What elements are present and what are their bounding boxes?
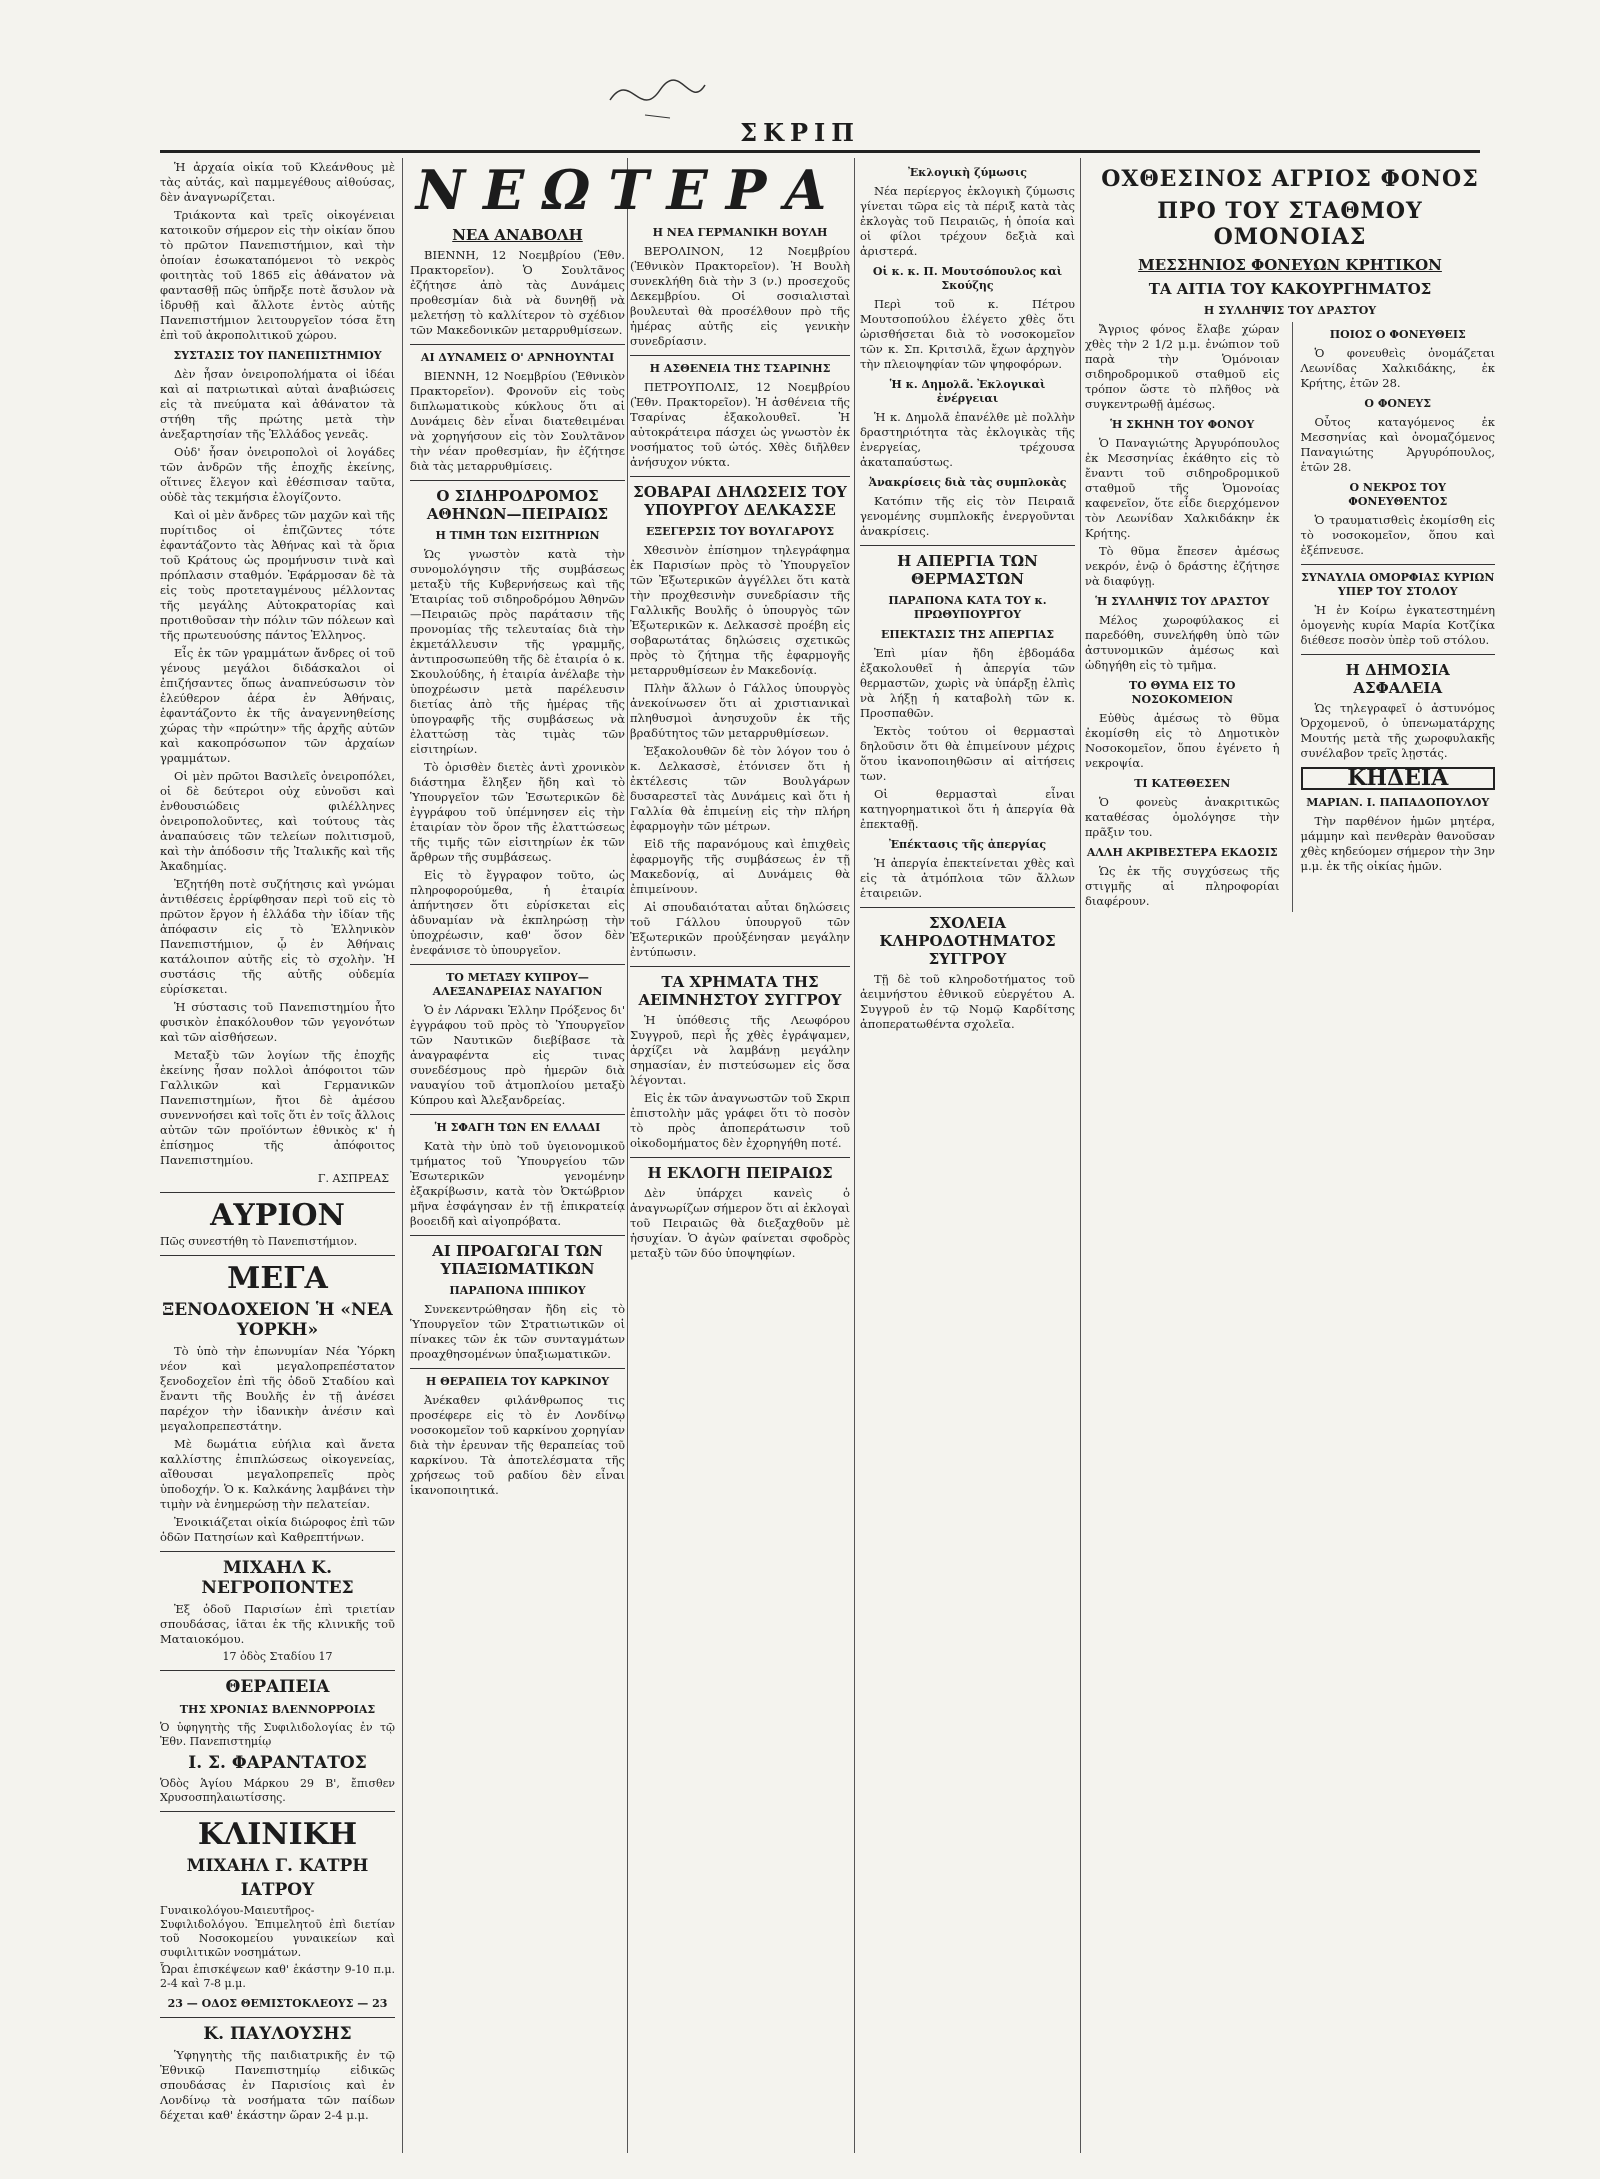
- article-text: Χθεσινὸν ἐπίσημον τηλεγράφημα ἐκ Παρισίων πρὸς τὸ Ὑπουργεῖον τῶν Ἐξωτερικῶν ἀγγέλλει ὅτι κατὰ τὴν προχθεσινὴν συνεδρίασιν τῆς Γαλλικῆς Βουλῆς ὁ ὑπουργὸς τῶν Ἐξωτερικῶν κ. Δελκασσὲ προέβη εἰς σοβαρωτάτας δηλώσεις σχετικῶς πρὸς τὸ ζήτημα τῆς ἐφαρμογῆς μεταρρυθμίσεων ἐν Μακεδονίᾳ.: [630, 543, 850, 677]
- divider: [1301, 654, 1496, 655]
- article-text: Εἰς τὸ ἔγγραφον τοῦτο, ὡς πληροφορούμεθα, ἡ ἑταιρία ἀπήντησεν ὅτι εὑρίσκεται εἰς ἀδυναμίαν νὰ ἐκπληρώσῃ τὴν ὑποχρέωσιν, καθ' ὅσον δὲν ἐνεφάνισε τὸ ὑπουργεῖον.: [410, 868, 625, 957]
- column-1: [160, 160, 395, 2150]
- article-text: Ὡς τηλεγραφεῖ ὁ ἀστυνόμος Ὀρχομενοῦ, ὁ ὑπενωματάρχης Μουτής μετὰ τῆς χωροφυλακῆς συνέλαβον τρεῖς λῃστάς.: [1300, 701, 1495, 760]
- article-text: Οὗτος καταγόμενος ἐκ Μεσσηνίας καὶ ὀνομαζόμενος Παναγιώτης Ἀργυρόπουλος, ἐτῶν 28.: [1300, 415, 1495, 474]
- ad-role: ΙΑΤΡΟΥ: [240, 1880, 315, 1900]
- ad-title: ΜΕΓΑ: [227, 1261, 328, 1296]
- funeral-name: ΜΑΡΙΑΝ. Ι. ΠΑΠΑΔΟΠΟΥΛΟΥ: [1306, 796, 1490, 809]
- ad-subtitle: ΤΗΣ ΧΡΟΝΙΑΣ ΒΛΕΝΝΟΡΡΟΙΑΣ: [179, 1703, 376, 1716]
- article-text: Ἀνέκαθεν φιλάνθρωπος τις προσέφερε εἰς τὸ ἐν Λονδίνῳ νοσοκομεῖον τοῦ καρκίνου χορηγίαν διὰ τὴν ἐρευναν τῆς θεραπείας τοῦ καρκίνου. Τὰ ἀποτελέσματα τῆς χρήσεως τοῦ ραδίου δὲν εἶναι ἱκανοποιητικά.: [410, 1393, 625, 1497]
- section-heading: Η ΘΕΡΑΠΕΙΑ ΤΟΥ ΚΑΡΚΙΝΟΥ: [425, 1375, 610, 1388]
- article-text: Οὐδ' ἦσαν ὀνειροπολοὶ οἱ λογάδες τῶν ἀνδρῶν τῆς ἐποχῆς ἐκείνης, οἵτινες ἔλεγον καὶ ἐθέσπισαν ταῦτα, οὐδὲ τὰς τεκμήσια ἐλογίζοντο.: [160, 445, 395, 504]
- article-text: Οἱ θερμασταὶ εἶναι κατηγορηματικοὶ ὅτι ἡ ἀπεργία θὰ ἐπεκταθῇ.: [860, 787, 1075, 831]
- headline: ΠΡΟ ΤΟΥ ΣΤΑΘΜΟΥ ΟΜΟΝΟΙΑΣ: [1157, 198, 1423, 250]
- section-heading: Η ΔΗΜΟΣΙΑ ΑΣΦΑΛΕΙΑ: [1345, 661, 1450, 697]
- article-text: Ἐπὶ μίαν ἤδη ἑβδομάδα ἐξακολουθεῖ ἡ ἀπεργία τῶν θερμαστῶν, χωρὶς νὰ ὑπάρξῃ ἐλπὶς νὰ λήξῃ ἡ καταβολὴ τῶν κ. Προσπαθῶν.: [860, 646, 1075, 720]
- article-text: Ὁ τραυματισθεὶς ἐκομίσθη εἰς τὸ νοσοκομεῖον, ὅπου καὶ ἐξέπνευσε.: [1300, 513, 1495, 557]
- ad-text: Ἐνοικιάζεται οἰκία διώροφος ἐπὶ τῶν ὁδῶν Πατησίων καὶ Καθρεπτήνων.: [160, 1515, 395, 1544]
- section-heading: Η ΕΚΛΟΓΗ ΠΕΙΡΑΙΩΣ: [647, 1164, 833, 1182]
- article-text: Ὁ φονεὺς ἀνακριτικῶς καταθέσας ὁμολόγησε τὴν πρᾶξιν του.: [1085, 795, 1280, 839]
- author-signature: Γ. ΑΣΠΡΕΑΣ: [317, 1172, 389, 1185]
- section-heading: ΤΑ ΧΡΗΜΑΤΑ ΤΗΣ ΑΕΙΜΝΗΣΤΟΥ ΣΥΓΓΡΟΥ: [638, 973, 842, 1009]
- paper-name: ΣΚΡΙΠ: [740, 118, 860, 147]
- article-text: Ἐξακολουθῶν δὲ τὸν λόγον του ὁ κ. Δελκασσὲ, ἐτόνισεν ὅτι ἡ ἐκτέλεσις τῶν Βουλγάρων δυσαρεστεῖ τὰς Δυνάμεις καὶ ὅτι ἡ Γαλλία θὰ ἐπιμείνῃ εἰς τὴν πλήρη ἐφαρμογὴν τῶν μέτρων.: [630, 744, 850, 833]
- section-heading: Ἡ ΣΥΛΛΗΨΙΣ ΤΟΥ ΔΡΑΣΤΟΥ: [1095, 595, 1270, 608]
- masthead-rule: [160, 150, 1480, 153]
- section-heading: Ἐκλογικὴ ζύμωσις: [908, 166, 1027, 179]
- divider: [160, 2017, 395, 2018]
- two-column-block: [1085, 322, 1495, 912]
- article-text: Πλὴν ἄλλων ὁ Γάλλος ὑπουργὸς ἀνεκοίνωσεν ὅτι αἱ χριστιανικαὶ πληθυσμοὶ ἀνησυχοῦν ἐκ τῆς βραδύτητος τῶν μεταρρυθμίσεων.: [630, 681, 850, 740]
- article-text: Δὲν ὑπάρχει κανεὶς ὁ ἀναγνωρίζων σήμερον ὅτι αἱ ἐκλογαὶ τοῦ Πειραιῶς θὰ διεξαχθοῦν μὲ ἡσυχίαν. Ὁ ἀγὼν φαίνεται σφοδρὸς μεταξὺ τῶν δύο ὑποψηφίων.: [630, 1186, 850, 1260]
- section-subheading: ΕΞΕΓΕΡΣΙΣ ΤΟΥ ΒΟΥΛΓΑΡΟΥΣ: [645, 525, 835, 538]
- section-heading: ΤΟ ΘΥΜΑ ΕΙΣ ΤΟ ΝΟΣΟΚΟΜΕΙΟΝ: [1129, 679, 1236, 706]
- ad-text: Ὧραι ἐπισκέψεων καθ' ἑκάστην 9-10 π.μ. 2-4 καὶ 7-8 μ.μ.: [160, 1963, 395, 1990]
- section-masthead: ΝΕΩΤΕΡΑ: [415, 158, 845, 222]
- divider: [630, 355, 850, 356]
- section-heading: Ο ΦΟΝΕΥΣ: [1364, 397, 1432, 410]
- section-heading: Η ΑΠΕΡΓΙΑ ΤΩΝ ΘΕΡΜΑΣΤΩΝ: [897, 552, 1038, 588]
- article-text: Περὶ τοῦ κ. Πέτρου Μουτσοπούλου ἐλέγετο χθὲς ὅτι ὡρισθήσεται διὰ τὸ νοσοκομεῖον τῶν κ. Σπ. Κριτσιλᾶ, ἔχων ἀρχηγὸν τὴν πλειοψηφίαν τῶν ψηφοφόρων.: [860, 297, 1075, 371]
- ad-address: 23 — ΟΔΟΣ ΘΕΜΙΣΤΟΚΛΕΟΥΣ — 23: [167, 1997, 388, 2010]
- article-text: Νέα περίεργος ἐκλογικὴ ζύμωσις γίνεται τῶρα εἰς τὰ πέριξ κατὰ τὰς ἐκλογὰς τοῦ Πειραιῶς, ἡ ὁποία καὶ οἱ φίλοι τρέχουν δεξιὰ καὶ ἀριστερά.: [860, 184, 1075, 258]
- ad-text: Πῶς συνεστήθη τὸ Πανεπιστήμιον.: [160, 1235, 358, 1248]
- article-text: Ἡ σύστασις τοῦ Πανεπιστημίου ἦτο φυσικὸν ἐπακόλουθον τῶν γεγονότων καὶ τῶν αἰσθήσεων.: [160, 1000, 395, 1044]
- ad-text: Γυναικολόγου-Μαιευτῆρος-Συφιλιδολόγου. Ἐπιμελητοῦ ἐπὶ διετίαν τοῦ Νοσοκομείου γυναικείων καὶ συφιλιτικῶν νοσημάτων.: [160, 1904, 395, 1959]
- article-text: Εἷς ἐκ τῶν γραμμάτων ἄνδρες οἱ τοῦ γένους μεγάλοι διδάσκαλοι οἱ ἐπιζήσαντες ὅπως ἀναπνεύσωσιν τὸν ἐλεύθερον ἀέρα ἐν Ἀθήναις, ἐφαντάζοντο ἐκ τῆς ἀναγεννηθείσης χώρας τὴν «πρώτην» τῆς ἀρχῆς αὐτῶν καὶ κακοπρόσωπον τῶν ἀρχαίων γραμμάτων.: [160, 646, 395, 765]
- section-subheading: Ἐπέκτασις τῆς ἀπεργίας: [888, 838, 1047, 851]
- divider: [860, 907, 1075, 908]
- masthead: [0, 0, 1600, 150]
- article-text: Τὸ θῦμα ἔπεσεν ἀμέσως νεκρόν, ἐνῷ ὁ δράστης ἐζήτησε νὰ διαφύγῃ.: [1085, 544, 1280, 588]
- divider: [410, 964, 625, 965]
- article-text: Ἡ ὑπόθεσις τῆς Λεωφόρου Συγγροῦ, περὶ ἧς χθὲς ἐγράψαμεν, ἀρχίζει νὰ λαμβάνῃ μεγάλην σημασίαν, ἐν πιστεύσωμεν εἰς ὅσα λέγονται.: [630, 1013, 850, 1087]
- article-text: Εἰς ἐκ τῶν ἀναγνωστῶν τοῦ Σκριπ ἐπιστολὴν μᾶς γράφει ὅτι τὸ ποσὸν τὸ πρὸς ἀποπεράτωσιν τοῦ οἰκοδομήματος δὲν ἐχορηγήθη ποτέ.: [630, 1091, 850, 1150]
- divider: [160, 1811, 395, 1812]
- ad-title: ΘΕΡΑΠΕΙΑ: [225, 1677, 330, 1697]
- subcolumn-left: [1085, 322, 1280, 912]
- ad-title: ΜΙΧΑΗΛ Κ. ΝΕΓΡΟΠΟΝΤΕΣ: [201, 1558, 354, 1598]
- article-text: Τὴν παρθένον ἡμῶν μητέρα, μάμμην καὶ πενθερὰν θανοῦσαν χθὲς κηδεύομεν σήμερον τὴν 3ην μ.μ. ἐκ τῆς οἰκίας ἡμῶν.: [1300, 814, 1495, 873]
- article-text: Μέλος χωροφύλακος εἰ παρεδόθη, συνελήφθη ὑπὸ τῶν ἀστυνομικῶν ἀμέσως καὶ ὡδηγήθη εἰς τὸ τμῆμα.: [1085, 613, 1280, 672]
- divider: [630, 476, 850, 477]
- article-text: Ἡ ἀρχαία οἰκία τοῦ Κλεάνθους μὲ τὰς αὐτάς, καὶ παμμεγέθους αἰθούσας, δὲν ἀναγνωρίζεται.: [160, 160, 395, 204]
- divider: [160, 1255, 395, 1256]
- article-text: Ὁ ἐν Λάρνακι Ἑλλην Πρόξενος δι' ἐγγράφου τοῦ πρὸς τὸ Ὑπουργεῖον τῶν Ναυτικῶν διεβίβασε τὰ ἀναγραφέντα εἰς τινας συνεδέσμους πρὸ ἡμερῶν διὰ ναυαγίου τοῦ ἀτμοπλοίου μεταξὺ Κύπρου καὶ Ἀλεξανδρείας.: [410, 1003, 625, 1107]
- section-heading: Ἡ ΣΦΑΓΗ ΤΩΝ ΕΝ ΕΛΛΑΔΙ: [434, 1121, 601, 1134]
- headline: ΟΧΘΕΣΙΝΟΣ ΑΓΡΙΟΣ ΦΟΝΟΣ: [1101, 166, 1479, 192]
- article-text: Κατὰ τὴν ὑπὸ τοῦ ὑγειονομικοῦ τμήματος τοῦ Ὑπουργείου τῶν Ἐσωτερικῶν γενομένην ἐξακρίβωσιν, κατὰ τὸν Ὀκτώβριον μῆνα ἐσφάγησαν ἐν τῇ ἐπικρατείᾳ βοοειδῆ καὶ αἰγοπρόβατα.: [410, 1139, 625, 1228]
- article-text: ΒΕΡΟΛΙΝΟΝ, 12 Νοεμβρίου (Ἐθνικὸν Πρακτορεῖον). Ἡ Βουλὴ συνεκλήθη διὰ τὴν 3 (ν.) προσεχοῦς Δεκεμβρίου. Οἱ σοσιαλισταὶ βουλευταὶ θὰ προσέλθουν πρὸ τῆς ἡμέρας αὐτῆς εἰς γενικὴν συνεδρίασιν.: [630, 244, 850, 348]
- article-text: Αἱ σπουδαιόταται αὗται δηλώσεις τοῦ Γάλλου ὑπουργοῦ τῶν Ἐξωτερικῶν προὐξένησαν μεγάλην ἐντύπωσιν.: [630, 900, 850, 959]
- section-subheading: ΠΑΡΑΠΟΝΑ ΚΑΤΑ ΤΟΥ κ. ΠΡΩΘΥΠΟΥΡΓΟΥ: [888, 594, 1047, 621]
- ad-title: ΑΥΡΙΟΝ: [210, 1198, 345, 1233]
- article-text: ΒΙΕΝΝΗ, 12 Νοεμβρίου (Ἐθνικὸν Πρακτορεῖον). Φρονοῦν εἰς τοὺς διπλωματικοὺς κύκλους ὅτι αἱ Δυνάμεις δὲν εἶναι διατεθειμέναι νὰ χορηγήσουν εἰς τὸν Σουλτᾶνον τὴν νέαν προθεσμίαν, ἣν ἐζήτησε διὰ τὰς μεταρρυθμίσεις.: [410, 369, 625, 473]
- ad-text: Ὁ ὑφηγητὴς τῆς Συφιλιδολογίας ἐν τῷ Ἐθν. Πανεπιστημίῳ: [160, 1721, 395, 1748]
- section-subheading: Ἀνακρίσεις διὰ τὰς συμπλοκὰς: [868, 476, 1067, 489]
- headline-sub: Η ΣΥΛΛΗΨΙΣ ΤΟΥ ΔΡΑΣΤΟΥ: [1203, 304, 1377, 317]
- section-subheading: Η ΤΙΜΗ ΤΩΝ ΕΙΣΙΤΗΡΙΩΝ: [435, 529, 600, 542]
- section-heading: ΣΧΟΛΕΙΑ ΚΛΗΡΟΔΟΤΗΜΑΤΟΣ ΣΥΓΓΡΟΥ: [879, 914, 1056, 968]
- article-text: Τῇ δὲ τοῦ κληροδοτήματος τοῦ ἀειμνήστου ἐθνικοῦ εὐεργέτου Α. Συγγροῦ ἐν τῷ Νομῷ Καρδίτσης ἀποπερατωθέντα σχολεῖα.: [860, 972, 1075, 1031]
- ad-text: Τὸ ὑπὸ τὴν ἐπωνυμίαν Νέα Ὑόρκη νέον καὶ μεγαλοπρεπέστατον ξενοδοχεῖον ἐπὶ τῆς ὁδοῦ Σταδίου καὶ ἔναντι τῆς Βουλῆς ἐν τῇ ἀνέσει παρέχον τὴν ἰδανικὴν ἀνέσιν καὶ μεγαλοπρεπεστάτην.: [160, 1344, 395, 1433]
- article-text: Ἡ κ. Δημολᾶ ἐπανέλθε μὲ πολλὴν δραστηριότητα τὰς ἐκλογικὰς τῆς ἐνεργείας, τρέχουσα ἀκαταπαύστως.: [860, 410, 1075, 469]
- article-text: Κατόπιν τῆς εἰς τὸν Πειραιᾶ γενομένης συμπλοκῆς ἐνεργοῦνται ἀνακρίσεις.: [860, 494, 1075, 538]
- section-heading: ΣΥΣΤΑΣΙΣ ΤΟΥ ΠΑΝΕΠΙΣΤΗΜΙΟΥ: [173, 349, 382, 362]
- article-text: Ὁ φονευθεὶς ὀνομάζεται Λεωνίδας Χαλκιδάκης, ἐκ Κρήτης, ἐτῶν 28.: [1300, 346, 1495, 390]
- section-heading: ΠΟΙΟΣ Ο ΦΟΝΕΥΘΕΙΣ: [1329, 328, 1466, 341]
- column-3: [630, 220, 850, 2150]
- divider: [860, 545, 1075, 546]
- divider: [410, 1114, 625, 1115]
- divider: [160, 1192, 395, 1193]
- article-text: Ὁ Παναγιώτης Ἀργυρόπουλος ἐκ Μεσσηνίας ἐκάθητο εἰς τὸ ἔναντι τοῦ σιδηροδρομικοῦ σταθμοῦ τῆς Ὁμονοίας καφενεῖον, ὅτε εἶδε διερχόμενον τὸν Λεωνίδαν Χαλκιδάκην ἐκ Κρήτης.: [1085, 436, 1280, 540]
- section-heading: Η ΝΕΑ ΓΕΡΜΑΝΙΚΗ ΒΟΥΛΗ: [652, 226, 828, 239]
- article-text: Τὸ ὁρισθὲν διετὲς ἀντὶ χρονικὸν διάστημα ἔληξεν ἤδη καὶ τὸ Ὑπουργεῖον τῶν Ἐσωτερικῶν δὲ ἐγγράφου τοῦ ὑπέμνησεν εἰς τὴν ἑταιρίαν τὸν ὅρον τῆς ἐλαττώσεως τῆς τιμῆς τῶν εἰσιτηρίων ἐκ τῶν ἄρθρων τῆς συμβάσεως.: [410, 760, 625, 864]
- section-subheading: Οἱ κ. κ. Π. Μουτσόπουλος καὶ Σκούζης: [872, 265, 1063, 292]
- headline-sub: ΤΑ ΑΙΤΙΑ ΤΟΥ ΚΑΚΟΥΡΓΗΜΑΤΟΣ: [1148, 280, 1432, 298]
- divider: [160, 1670, 395, 1671]
- article-text: Οἱ μὲν πρῶτοι Βασιλεῖς ὀνειροπόλει, οἱ δὲ δεύτεροι οὐχ εὐνοῦσι καὶ ἐνθουσιώδεις φιλέλληνες ὀνειροπολοῦντες, καὶ τούτους τὰς ἀναπαύσεις τῶν τελείων πολιτισμοῦ, καὶ τὴν ἀπόδοσιν τῆς Ἰταλικῆς καὶ τῆς Ἀκαδημίας.: [160, 769, 395, 873]
- column-5: [1085, 160, 1495, 2150]
- ad-text: 17 ὁδὸς Σταδίου 17: [222, 1650, 333, 1663]
- subcolumn-right: [1292, 322, 1496, 912]
- divider: [630, 1157, 850, 1158]
- ad-title: Κ. ΠΑΥΛΟΥΣΗΣ: [203, 2024, 352, 2044]
- article-text: Ἐκτὸς τούτου οἱ θερμασταὶ δηλοῦσιν ὅτι θὰ ἐπιμείνουν μέχρις ὅτου ἱκανοποιηθῶσιν αἱ αἰτήσεις των.: [860, 724, 1075, 783]
- column-divider: [1080, 158, 1081, 2153]
- divider: [1301, 564, 1496, 565]
- column-4: [860, 160, 1075, 2150]
- divider: [410, 1368, 625, 1369]
- article-text: Ἐζητήθη ποτὲ συζήτησις καὶ γνώμαι ἀντιθέσεις ἐρρίφθησαν περὶ τοῦ εἰς τὸ πρῶτον ἔργον ἡ ἑλλάδα τὴν ἰδίαν τῆς ἀπόφασιν εἰς τὸ Ἑλληνικὸν Πανεπιστήμιον, ᾧ ἐν Ἀθήναις κατάλοιπον αὐτῆς εἰς τὸ σχολὴν. Ἡ συστάσις τῆς αὐτῆς οὐδεμία εὑρίσκεται.: [160, 877, 395, 996]
- ad-title: ΚΛΙΝΙΚΗ: [197, 1817, 358, 1852]
- article-text: Καὶ οἱ μὲν ἄνδρες τῶν μαχῶν καὶ τῆς πυρίτιδος οἱ ἐπιζῶντες τότε ἐφαντάζοντο τὰς Ἀθήνας καὶ τὰ ὅρια τοῦ Κράτους ὡς προμήνυσιν τινὰ καὶ πρόπλασιν σταθμόν. Ἐφάρμοσαν δὲ τὰ εἰς τοὺς προτεταγμένους μέλλοντας τῆς μεγάλης Αὐτοκρατορίας καὶ προτιθοῦσαν τὴν πόλιν τῶν πόλεων καὶ τῆς πρωτευούσης πάντος Ἑλληνος.: [160, 508, 395, 642]
- funeral-notice-title: ΚΗΔΕΙΑ: [1301, 767, 1496, 790]
- section-subheading: ΕΠΕΚΤΑΣΙΣ ΤΗΣ ΑΠΕΡΓΙΑΣ: [881, 628, 1054, 641]
- article-text: ΒΙΕΝΝΗ, 12 Νοεμβρίου (Ἐθν. Πρακτορεῖον). Ὁ Σουλτᾶνος ἐζήτησε ἀπὸ τὰς Δυνάμεις προθεσμίαν διὰ νὰ δυνηθῇ νὰ μελετήσῃ τὸ καλλίτερον τὸ σχέδιον τῶν Μακεδονικῶν μεταρρυθμίσεων.: [410, 248, 625, 337]
- article-text: ΠΕΤΡΟΥΠΟΛΙΣ, 12 Νοεμβρίου (Ἐθν. Πρακτορεῖον). Ἡ ἀσθένεια τῆς Τσαρίνας ἐξακολουθεῖ. Ἡ αὐτοκράτειρα πάσχει ὡς γνωστὸν ἐκ νοσήματος τοῦ ὠτός. Χθὲς διῆλθεν ἀνήσυχον νύκτα.: [630, 380, 850, 469]
- section-heading: ΤΟ ΜΕΤΑΞΥ ΚΥΠΡΟΥ—ΑΛΕΞΑΝΔΡΕΙΑΣ ΝΑΥΑΓΙΟΝ: [432, 971, 603, 998]
- headline-sub: ΜΕΣΣΗΝΙΟΣ ΦΟΝΕΥΩΝ ΚΡΗΤΙΚΟΝ: [1138, 256, 1442, 274]
- article-text: Μεταξὺ τῶν λογίων τῆς ἐποχῆς ἐκείνης ἦσαν πολλοὶ ἀπόφοιτοι τῶν Γαλλικῶν καὶ Γερμανικῶν Πανεπιστημίων, ἤτοι δὲ ἀμέσου συνεννοήσει καὶ τοῖς ὅτι ἐν τοῖς ἄλλοις αὐτῶν τῶν προϊόντων ἐθνικὸς κ' ἡ ἐπίσημος τῆς ἀπόφοιτος Πανεπιστημίου.: [160, 1048, 395, 1167]
- section-subheading: ΠΑΡΑΠΟΝΑ ΙΠΠΙΚΟΥ: [449, 1284, 586, 1297]
- column-divider: [627, 158, 628, 2153]
- section-heading: ΤΙ ΚΑΤΕΘΕΣΕΝ: [1134, 777, 1231, 790]
- section-heading: Ἡ ΣΚΗΝΗ ΤΟΥ ΦΟΝΟΥ: [1110, 418, 1255, 431]
- section-heading: ΣΥΝΑΥΛΙΑ ΟΜΟΡΦΙΑΣ ΚΥΡΙΩΝ ΥΠΕΡ ΤΟΥ ΣΤΟΛΟΥ: [1301, 571, 1495, 598]
- section-heading: ΑΙ ΔΥΝΑΜΕΙΣ Ο' ΑΡΝΗΟΥΝΤΑΙ: [420, 351, 615, 364]
- section-heading: ΑΙ ΠΡΟΑΓΩΓΑΙ ΤΩΝ ΥΠΑΞΙΩΜΑΤΙΚΩΝ: [432, 1242, 603, 1278]
- ad-text: Ὑφηγητὴς τῆς παιδιατρικῆς ἐν τῷ Ἐθνικῷ Πανεπιστημίῳ εἰδικῶς σπουδάσας ἐν Παρισίοις καὶ ἐν Λονδίνῳ τὰ νοσήματα τῶν παίδων δέχεται καθ' ἑκάστην ὥραν 2-4 μ.μ.: [160, 2048, 395, 2122]
- section-heading: Ο ΝΕΚΡΟΣ ΤΟΥ ΦΟΝΕΥΘΕΝΤΟΣ: [1348, 481, 1448, 508]
- divider: [160, 1551, 395, 1552]
- section-subheading: Ἡ κ. Δημολᾶ. Ἐκλογικαὶ ἐνέργειαι: [889, 378, 1046, 405]
- divider: [630, 966, 850, 967]
- section-heading: ΑΛΛΗ ΑΚΡΙΒΕΣΤΕΡΑ ΕΚΔΟΣΙΣ: [1086, 846, 1278, 859]
- ad-subtitle: ΞΕΝΟΔΟΧΕΙΟΝ Ἡ «ΝΕΑ ΥΟΡΚΗ»: [162, 1300, 393, 1340]
- divider: [410, 480, 625, 481]
- article-text: Εἰδ τῆς παρανόμους καὶ ἐπιχθεὶς ἐφαρμογῆς τῆς συμβάσεως ἐν τῇ Μακεδονίᾳ, αἱ Δυνάμεις θὰ ἐπιμείνουν.: [630, 837, 850, 896]
- divider: [410, 344, 625, 345]
- ad-text: Ἐξ ὁδοῦ Παρισίων ἐπὶ τριετίαν σπουδάσας, ἰᾶται ἐκ τῆς κλινικῆς τοῦ Ματαιοκόμου.: [160, 1602, 395, 1646]
- section-heading: ΝΕΑ ΑΝΑΒΟΛΗ: [452, 226, 583, 244]
- ad-text: Ὁδὸς Ἁγίου Μάρκου 29 Β', ἔπισθεν Χρυσοσπηλαιωτίσσης.: [160, 1777, 395, 1804]
- column-divider: [402, 158, 403, 2153]
- ad-name: Ι. Σ. ΦΑΡΑΝΤΑΤΟΣ: [188, 1753, 367, 1773]
- article-text: Εὐθὺς ἀμέσως τὸ θῦμα ἐκομίσθη εἰς τὸ Δημοτικὸν Νοσοκομεῖον, ὅπου ἐγένετο ἡ νεκροψία.: [1085, 711, 1280, 770]
- article-text: Ὡς γνωστὸν κατὰ τὴν συνομολόγησιν τῆς συμβάσεως μεταξὺ τῆς Κυβερνήσεως καὶ τῆς Ἑταιρίας τοῦ σιδηροδρόμου Ἀθηνῶν—Πειραιῶς πρὸς παράτασιν τῆς προνομίας τῆς τελευταίας διὰ τὴν ἐκμετάλλευσιν τῆς γραμμῆς, ἀντιπροσωπεύθη τῆς δὲ ἑταιρία ὁ κ. Σκουλούδης, ἡ ἑταιρία ἀνέλαβε τὴν ὑποχρέωσιν μετὰ παρέλευσιν διετίας ἀπὸ τῆς ἡμέρας τῆς ὑπογραφῆς τῆς συμβάσεως νὰ ἐλαττώσῃ τὰς τιμὰς τῶν εἰσιτηρίων.: [410, 547, 625, 756]
- article-text: Ἡ ἐν Κοίρω ἐγκατεστημένη ὁμογενὴς κυρία Μαρία Κοτζίκα διέθεσε ποσὸν ὑπὲρ τοῦ στόλου.: [1300, 603, 1495, 647]
- divider: [410, 1235, 625, 1236]
- column-divider: [854, 158, 855, 2153]
- article-text: Ἡ ἀπεργία ἐπεκτείνεται χθὲς καὶ εἰς τὰ ἀτμόπλοια τῶν ἄλλων ἑταιρειῶν.: [860, 856, 1075, 900]
- section-heading: Η ΑΣΘΕΝΕΙΑ ΤΗΣ ΤΣΑΡΙΝΗΣ: [649, 362, 831, 375]
- article-text: Ἄγριος φόνος ἔλαβε χώραν χθὲς τὴν 2 1/2 μ.μ. ἐνώπιον τοῦ παρὰ τὴν Ὁμόνοιαν σιδηροδρομικοῦ σταθμοῦ εἰς τρόπον ὥστε τὸ πλῆθος νὰ συγκεντρωθῇ ἀμέσως.: [1085, 322, 1280, 411]
- section-heading: Ο ΣΙΔΗΡΟΔΡΟΜΟΣ ΑΘΗΝΩΝ—ΠΕΙΡΑΙΩΣ: [426, 487, 609, 523]
- ad-text: Μὲ δωμάτια εὐήλια καὶ ἄνετα καλλίστης ἐπιπλώσεως οἰκογενείας, αἴθουσαι μεγαλοπρεπεῖς πρὸς ὑποδοχήν. Ὁ κ. Καλκάνης λαμβάνει τὴν τιμὴν νὰ ἐνημερώσῃ τὴν πελατείαν.: [160, 1437, 395, 1511]
- article-text: Συνεκεντρώθησαν ἤδη εἰς τὸ Ὑπουργεῖον τῶν Στρατιωτικῶν οἱ πίνακες τῶν ἐκ τῶν συνταγμάτων προαχθησομένων ὑπαξιωματικῶν.: [410, 1302, 625, 1361]
- article-text: Ὡς ἐκ τῆς συγχύσεως τῆς στιγμῆς αἱ πληροφορίαι διαφέρουν.: [1085, 864, 1280, 908]
- section-heading: ΣΟΒΑΡΑΙ ΔΗΛΩΣΕΙΣ ΤΟΥ ΥΠΟΥΡΓΟΥ ΔΕΛΚΑΣΣΕ: [633, 483, 847, 519]
- ad-name: ΜΙΧΑΗΛ Γ. ΚΑΤΡΗ: [186, 1856, 369, 1876]
- article-text: Τριάκοντα καὶ τρεῖς οἰκογένειαι κατοικοῦν σήμερον εἰς τὴν οἰκίαν ὅπου τὸ πρῶτον Πανεπιστήμιον, καὶ τὴν ὁποίαν ἐσωκαταπόμενοι τὸ νεκρὸς φοιτητὰς τοῦ 1865 εἰς ἀθάνατον νὰ φαντασθῇ πῶς ὑπῆρξε ποτὲ ἄσυλον νὰ ἱδρυθῇ καὶ ἄλλοτε ἐντὸς αὐτῆς Πανεπιστήμιον λειτουργεῖον τόσα ἔτη ἐπὶ τοῦ ἀκροπολιτικοῦ χώρου.: [160, 208, 395, 342]
- article-text: Δὲν ἦσαν ὀνειροπολήματα οἱ ἰδέαι καὶ αἱ πατριωτικαὶ αὐταὶ ἀναβιώσεις εἰς τὰ πνεύματα καὶ ἀθάνατον τὰ στήθη τῆς πρώτης μετὰ τὴν ἀνεξαρτησίαν τῆς Ἑλλάδος γενεᾶς.: [160, 367, 395, 441]
